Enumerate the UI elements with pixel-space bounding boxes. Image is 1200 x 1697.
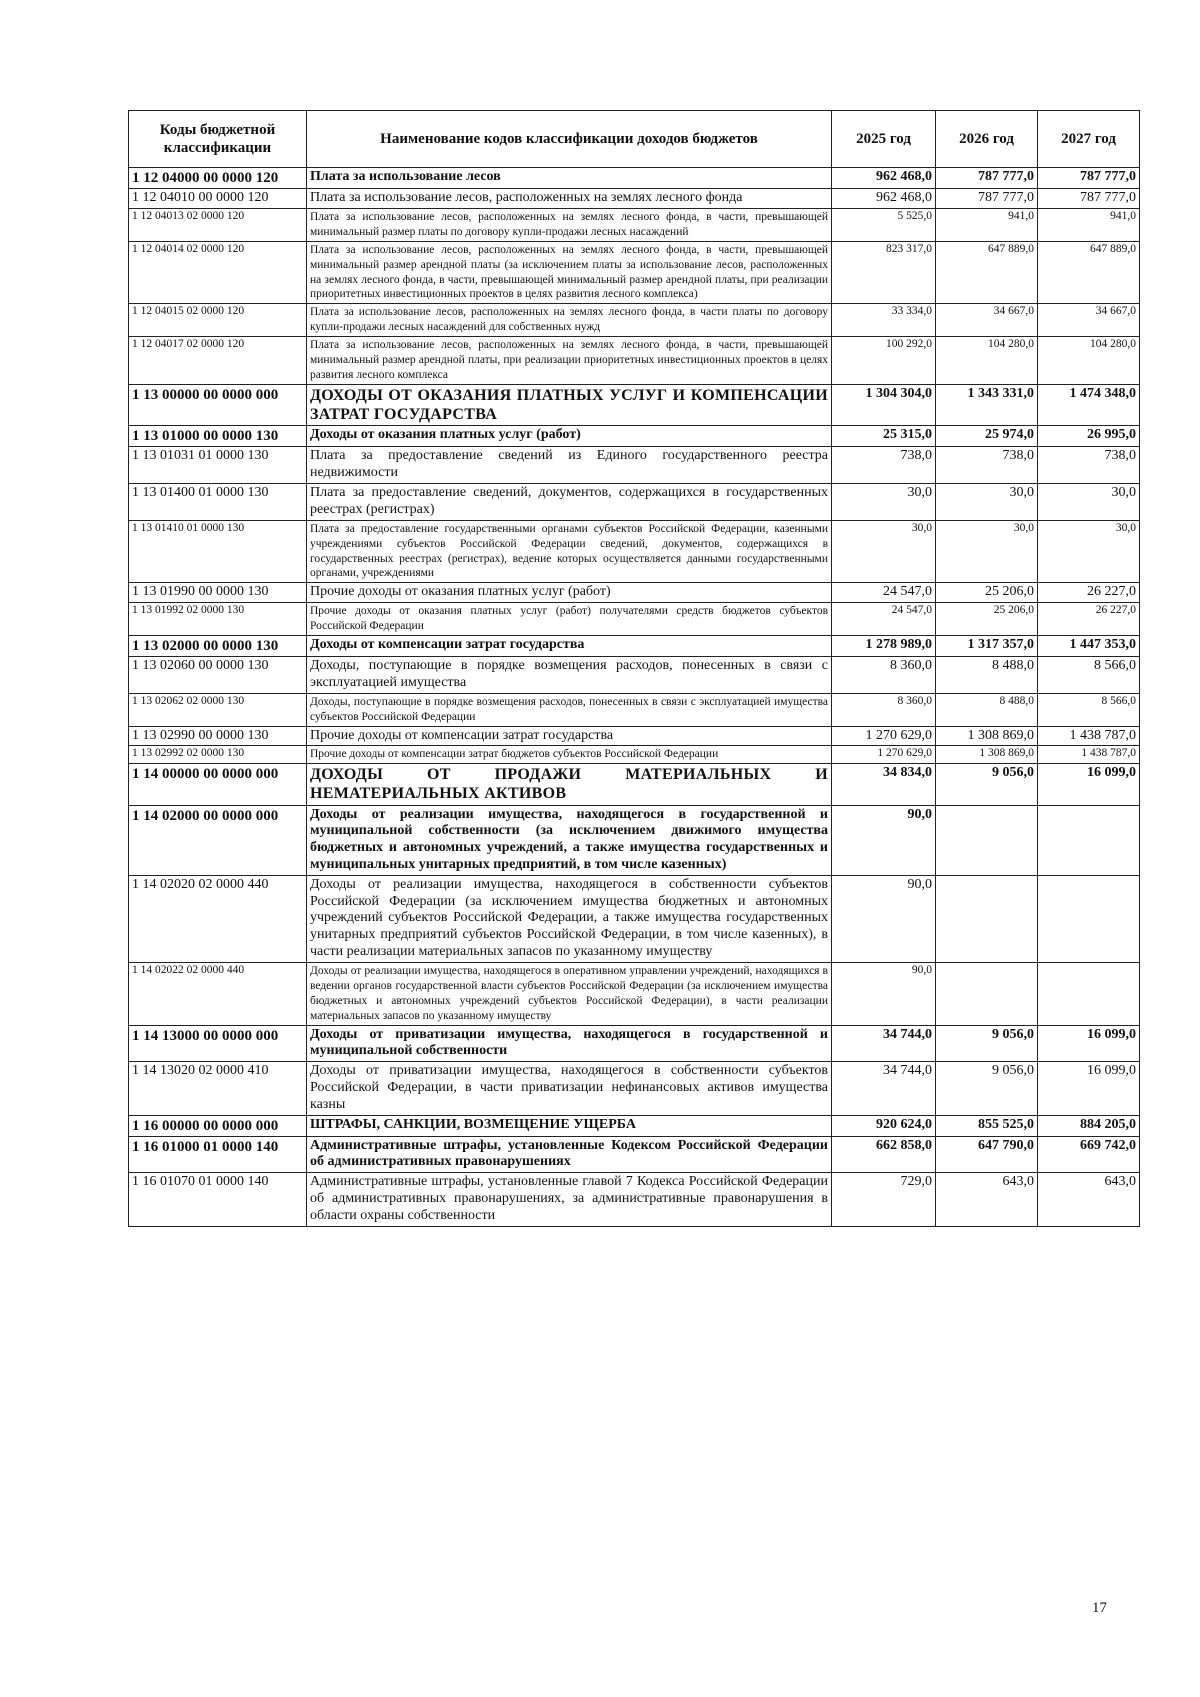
row-value-2027: 30,0 — [1038, 484, 1140, 521]
row-value-2025: 25 315,0 — [832, 426, 936, 447]
row-value-2025: 662 858,0 — [832, 1136, 936, 1173]
row-value-2025: 1 270 629,0 — [832, 746, 936, 764]
table-row — [129, 693, 1140, 726]
table-row — [129, 657, 1140, 694]
row-code: 1 13 00000 00 0000 000 — [129, 385, 307, 426]
table-row — [129, 168, 1140, 189]
row-value-2025: 24 547,0 — [832, 603, 936, 636]
row-code: 1 12 04017 02 0000 120 — [129, 337, 307, 385]
row-name: Прочие доходы от компенсации затрат бюджетов субъектов Российской Федерации — [307, 746, 832, 764]
row-name: Плата за использование лесов, расположенных на землях лесного фонда, в части, превышающей минимальный размер платы по договору купли-продажи лесных насаждений — [307, 208, 832, 241]
row-code: 1 13 02990 00 0000 130 — [129, 726, 307, 746]
row-code: 1 13 02062 02 0000 130 — [129, 693, 307, 726]
table-row — [129, 746, 1140, 764]
row-value-2026: 787 777,0 — [936, 189, 1038, 209]
row-name: Плата за предоставление сведений из Единого государственного реестра недвижимости — [307, 447, 832, 484]
row-value-2025: 1 270 629,0 — [832, 726, 936, 746]
row-value-2025: 729,0 — [832, 1173, 936, 1226]
table-row — [129, 426, 1140, 447]
row-value-2026: 1 317 357,0 — [936, 636, 1038, 657]
row-code: 1 14 13020 02 0000 410 — [129, 1062, 307, 1115]
row-name: Плата за использование лесов — [307, 168, 832, 189]
row-value-2027: 1 438 787,0 — [1038, 726, 1140, 746]
row-value-2026: 30,0 — [936, 520, 1038, 583]
row-name: Доходы от реализации имущества, находящегося в собственности субъектов Российской Федерации (за исключением имущества бюджетных и автономных учреждений субъектов Российской Федерации, а также имущества государственных унитарных предприятий субъектов Российской Федерации, в том числе казенных), в части реализации материальных запасов по указанному имуществу — [307, 875, 832, 962]
row-name: Плата за использование лесов, расположенных на землях лесного фонда, в части платы по договору купли-продажи лесных насаждений для собственных нужд — [307, 304, 832, 337]
header-2025: 2025 год — [832, 111, 936, 168]
row-name: Плата за использование лесов, расположенных на землях лесного фонда — [307, 189, 832, 209]
row-value-2027: 16 099,0 — [1038, 764, 1140, 805]
table-row — [129, 1115, 1140, 1136]
header-2027: 2027 год — [1038, 111, 1140, 168]
row-value-2025: 962 468,0 — [832, 168, 936, 189]
row-value-2027: 1 438 787,0 — [1038, 746, 1140, 764]
row-code: 1 13 02992 02 0000 130 — [129, 746, 307, 764]
budget-revenue-table — [128, 110, 1140, 1227]
row-value-2027: 26 995,0 — [1038, 426, 1140, 447]
table-row — [129, 875, 1140, 962]
row-code: 1 13 01992 02 0000 130 — [129, 603, 307, 636]
row-value-2027: 16 099,0 — [1038, 1025, 1140, 1062]
row-name: ДОХОДЫ ОТ ПРОДАЖИ МАТЕРИАЛЬНЫХ И НЕМАТЕРИАЛЬНЫХ АКТИВОВ — [307, 764, 832, 805]
row-value-2027: 647 889,0 — [1038, 241, 1140, 304]
row-name: Прочие доходы от оказания платных услуг (работ) получателями средств бюджетов субъектов Российской Федерации — [307, 603, 832, 636]
row-value-2025: 90,0 — [832, 805, 936, 875]
row-value-2026: 25 206,0 — [936, 603, 1038, 636]
table-row — [129, 603, 1140, 636]
row-value-2026: 1 308 869,0 — [936, 726, 1038, 746]
row-code: 1 14 02020 02 0000 440 — [129, 875, 307, 962]
row-value-2027: 16 099,0 — [1038, 1062, 1140, 1115]
row-value-2025: 920 624,0 — [832, 1115, 936, 1136]
table-row — [129, 241, 1140, 304]
row-value-2025: 962 468,0 — [832, 189, 936, 209]
row-code: 1 13 01410 01 0000 130 — [129, 520, 307, 583]
header-name: Наименование кодов классификации доходов бюджетов — [307, 111, 832, 168]
table-row — [129, 583, 1140, 603]
row-value-2027: 1 447 353,0 — [1038, 636, 1140, 657]
row-value-2025: 738,0 — [832, 447, 936, 484]
row-value-2027: 104 280,0 — [1038, 337, 1140, 385]
row-code: 1 13 02000 00 0000 130 — [129, 636, 307, 657]
row-value-2025: 8 360,0 — [832, 693, 936, 726]
row-name: Плата за предоставление государственными органами субъектов Российской Федерации, казенными учреждениями субъектов Российской Федерации сведений, документов, содержащихся в государственных реестрах (регистрах), ведение которых осуществляется данными государственными органами, учреждениями — [307, 520, 832, 583]
row-name: Доходы от оказания платных услуг (работ) — [307, 426, 832, 447]
table-row — [129, 208, 1140, 241]
row-value-2026: 1 308 869,0 — [936, 746, 1038, 764]
row-name: Прочие доходы от оказания платных услуг (работ) — [307, 583, 832, 603]
row-code: 1 12 04013 02 0000 120 — [129, 208, 307, 241]
row-value-2025: 34 744,0 — [832, 1025, 936, 1062]
row-value-2026: 738,0 — [936, 447, 1038, 484]
table-row — [129, 636, 1140, 657]
row-name: Доходы от реализации имущества, находящегося в государственной и муниципальной собственности (за исключением движимого имущества бюджетных и автономных учреждений, а также имущества государственных и муниципальных унитарных предприятий, в том числе казенных) — [307, 805, 832, 875]
table-row — [129, 726, 1140, 746]
row-name: Доходы от компенсации затрат государства — [307, 636, 832, 657]
header-code: Коды бюджетной классификации — [129, 111, 307, 168]
row-value-2025: 823 317,0 — [832, 241, 936, 304]
row-value-2027: 738,0 — [1038, 447, 1140, 484]
row-value-2025: 1 278 989,0 — [832, 636, 936, 657]
row-code: 1 12 04014 02 0000 120 — [129, 241, 307, 304]
row-code: 1 13 01031 01 0000 130 — [129, 447, 307, 484]
row-value-2026: 104 280,0 — [936, 337, 1038, 385]
row-code: 1 14 02000 00 0000 000 — [129, 805, 307, 875]
row-name: Доходы от приватизации имущества, находящегося в государственной и муниципальной собственности — [307, 1025, 832, 1062]
row-value-2025: 30,0 — [832, 520, 936, 583]
row-code: 1 14 13000 00 0000 000 — [129, 1025, 307, 1062]
row-name: Доходы, поступающие в порядке возмещения расходов, понесенных в связи с эксплуатацией имущества — [307, 657, 832, 694]
row-code: 1 13 01990 00 0000 130 — [129, 583, 307, 603]
page-number: 17 — [1092, 1600, 1107, 1616]
table-row — [129, 385, 1140, 426]
table-row — [129, 1062, 1140, 1115]
row-value-2025: 34 834,0 — [832, 764, 936, 805]
table-row — [129, 962, 1140, 1025]
header-2026: 2026 год — [936, 111, 1038, 168]
row-value-2025: 24 547,0 — [832, 583, 936, 603]
table-row — [129, 1136, 1140, 1173]
row-value-2026: 787 777,0 — [936, 168, 1038, 189]
row-code: 1 12 04010 00 0000 120 — [129, 189, 307, 209]
row-value-2026: 855 525,0 — [936, 1115, 1038, 1136]
row-value-2025: 5 525,0 — [832, 208, 936, 241]
table-row — [129, 1025, 1140, 1062]
row-value-2026 — [936, 805, 1038, 875]
row-name: Доходы, поступающие в порядке возмещения расходов, понесенных в связи с эксплуатацией имущества субъектов Российской Федерации — [307, 693, 832, 726]
row-code: 1 14 02022 02 0000 440 — [129, 962, 307, 1025]
row-value-2025: 90,0 — [832, 875, 936, 962]
table-header-row — [129, 111, 1140, 168]
row-value-2027: 884 205,0 — [1038, 1115, 1140, 1136]
row-value-2025: 30,0 — [832, 484, 936, 521]
row-value-2026: 647 889,0 — [936, 241, 1038, 304]
row-value-2025: 34 744,0 — [832, 1062, 936, 1115]
row-value-2026: 9 056,0 — [936, 1025, 1038, 1062]
table-row — [129, 1173, 1140, 1226]
row-value-2026: 647 790,0 — [936, 1136, 1038, 1173]
row-code: 1 14 00000 00 0000 000 — [129, 764, 307, 805]
row-value-2026 — [936, 875, 1038, 962]
row-value-2026: 941,0 — [936, 208, 1038, 241]
row-value-2025: 33 334,0 — [832, 304, 936, 337]
row-code: 1 13 02060 00 0000 130 — [129, 657, 307, 694]
row-name: Плата за использование лесов, расположенных на землях лесного фонда, в части, превышающей минимальный размер арендной платы (за исключением платы за использование лесов, расположенных на землях лесного фонда, в части, превышающей минимальный размер арендной платы, при реализации приоритетных инвестиционных проектов в целях развития лесного комплекса) — [307, 241, 832, 304]
table-row — [129, 337, 1140, 385]
row-value-2026 — [936, 962, 1038, 1025]
row-value-2025: 100 292,0 — [832, 337, 936, 385]
table-row — [129, 764, 1140, 805]
row-value-2027: 30,0 — [1038, 520, 1140, 583]
row-name: ДОХОДЫ ОТ ОКАЗАНИЯ ПЛАТНЫХ УСЛУГ И КОМПЕНСАЦИИ ЗАТРАТ ГОСУДАРСТВА — [307, 385, 832, 426]
row-value-2027: 8 566,0 — [1038, 693, 1140, 726]
row-code: 1 16 01070 01 0000 140 — [129, 1173, 307, 1226]
row-code: 1 13 01400 01 0000 130 — [129, 484, 307, 521]
row-value-2026: 25 974,0 — [936, 426, 1038, 447]
row-value-2027 — [1038, 962, 1140, 1025]
row-name: Плата за использование лесов, расположенных на землях лесного фонда, в части, превышающей минимальный размер арендной платы, при реализации приоритетных инвестиционных проектов в целях развития лесного комплекса — [307, 337, 832, 385]
row-value-2026: 25 206,0 — [936, 583, 1038, 603]
table-row — [129, 484, 1140, 521]
row-value-2026: 1 343 331,0 — [936, 385, 1038, 426]
row-value-2027: 34 667,0 — [1038, 304, 1140, 337]
row-name: Доходы от приватизации имущества, находящегося в собственности субъектов Российской Федерации, в части приватизации нефинансовых активов имущества казны — [307, 1062, 832, 1115]
row-name: ШТРАФЫ, САНКЦИИ, ВОЗМЕЩЕНИЕ УЩЕРБА — [307, 1115, 832, 1136]
row-code: 1 12 04015 02 0000 120 — [129, 304, 307, 337]
row-value-2025: 90,0 — [832, 962, 936, 1025]
row-value-2027: 1 474 348,0 — [1038, 385, 1140, 426]
row-value-2026: 34 667,0 — [936, 304, 1038, 337]
row-code: 1 13 01000 00 0000 130 — [129, 426, 307, 447]
row-value-2026: 9 056,0 — [936, 1062, 1038, 1115]
row-value-2026: 8 488,0 — [936, 657, 1038, 694]
row-code: 1 16 00000 00 0000 000 — [129, 1115, 307, 1136]
row-name: Прочие доходы от компенсации затрат государства — [307, 726, 832, 746]
row-value-2027: 787 777,0 — [1038, 189, 1140, 209]
row-value-2027: 941,0 — [1038, 208, 1140, 241]
row-name: Административные штрафы, установленные Кодексом Российской Федерации об административных правонарушениях — [307, 1136, 832, 1173]
row-value-2027: 26 227,0 — [1038, 603, 1140, 636]
row-value-2026: 9 056,0 — [936, 764, 1038, 805]
row-value-2026: 643,0 — [936, 1173, 1038, 1226]
row-name: Доходы от реализации имущества, находящегося в оперативном управлении учреждений, находящихся в ведении органов государственной власти субъектов Российской Федерации (за исключением имущества бюджетных и автономных учреждений субъектов Российской Федерации), в части реализации материальных запасов по указанному имуществу — [307, 962, 832, 1025]
row-value-2026: 8 488,0 — [936, 693, 1038, 726]
row-value-2027: 643,0 — [1038, 1173, 1140, 1226]
row-value-2025: 1 304 304,0 — [832, 385, 936, 426]
row-value-2026: 30,0 — [936, 484, 1038, 521]
table-row — [129, 520, 1140, 583]
row-code: 1 16 01000 01 0000 140 — [129, 1136, 307, 1173]
row-value-2027 — [1038, 875, 1140, 962]
row-name: Плата за предоставление сведений, документов, содержащихся в государственных реестрах (регистрах) — [307, 484, 832, 521]
row-value-2027: 669 742,0 — [1038, 1136, 1140, 1173]
row-value-2027: 787 777,0 — [1038, 168, 1140, 189]
table-row — [129, 304, 1140, 337]
row-value-2025: 8 360,0 — [832, 657, 936, 694]
table-row — [129, 805, 1140, 875]
row-value-2027: 26 227,0 — [1038, 583, 1140, 603]
row-value-2027: 8 566,0 — [1038, 657, 1140, 694]
row-code: 1 12 04000 00 0000 120 — [129, 168, 307, 189]
row-value-2027 — [1038, 805, 1140, 875]
table-row — [129, 447, 1140, 484]
row-name: Административные штрафы, установленные главой 7 Кодекса Российской Федерации об административных правонарушениях, за административные правонарушения в области охраны собственности — [307, 1173, 832, 1226]
table-row — [129, 189, 1140, 209]
